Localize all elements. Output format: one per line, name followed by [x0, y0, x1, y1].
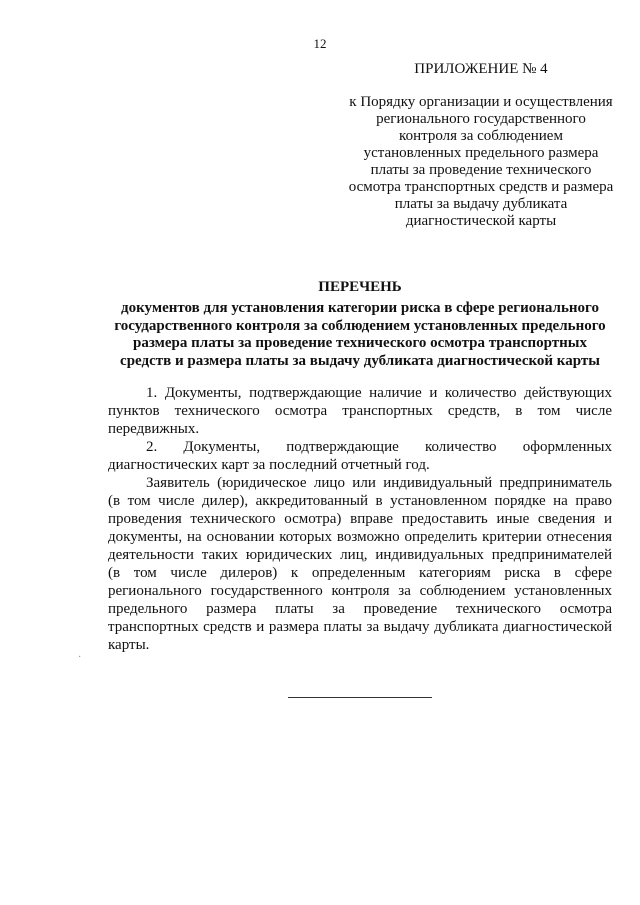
paragraph-line: предельного размера платы за проведение технического осмотра — [108, 601, 612, 617]
paragraph-line: (в том числе дилер), аккредитованный в установленном порядке на право — [108, 493, 612, 509]
appendix-subtitle-line: платы за проведение технического — [370, 162, 592, 178]
end-divider — [288, 697, 432, 698]
document-title-line: средств и размера платы за выдачу дубликата диагностической карты — [120, 352, 600, 369]
paragraph-line: карты. — [108, 637, 150, 653]
margin-mark: · — [78, 652, 82, 663]
document-title-line: размера платы за проведение технического осмотра транспортных — [133, 335, 587, 351]
document-title-line: государственного контроля за соблюдением установленных предельного — [114, 317, 606, 334]
appendix-subtitle-line: регионального государственного — [376, 111, 586, 127]
paragraph-line: регионального государственного контроля за соблюдением установленных — [108, 583, 612, 599]
appendix-subtitle-line: осмотра транспортных средств и размера — [348, 179, 614, 195]
paragraph-line: проведения технического осмотра) вправе предоставить иные сведения и — [108, 511, 612, 527]
document-body — [108, 384, 612, 654]
appendix-subtitle-line: установленных предельного размера — [363, 145, 599, 161]
document-title — [100, 300, 620, 370]
appendix-subtitle-line: к Порядку организации и осуществления — [349, 94, 613, 110]
appendix-subtitle — [332, 94, 630, 230]
list-item-2: 2. Документы, подтверждающие количество оформленных диагностических карт за последний отчетный год. — [108, 439, 612, 473]
appendix-title: ПРИЛОЖЕНИЕ № 4 — [414, 61, 548, 77]
appendix-subtitle-line: диагностической карты — [405, 213, 557, 229]
page-number: 12 — [313, 36, 327, 51]
paragraph-line: (в том числе дилеров) к определенным категориям риска в сфере — [108, 565, 612, 581]
appendix-subtitle-line: платы за выдачу дубликата — [394, 196, 568, 212]
appendix-subtitle-line: контроля за соблюдением — [399, 128, 563, 144]
paragraph-line: Заявитель (юридическое лицо или индивидуальный предприниматель — [146, 475, 612, 491]
list-item-1: 1. Документы, подтверждающие наличие и количество действующих пунктов технического осмотра транспортных средств, в том числе передвижных. — [108, 385, 612, 437]
paragraph-line: деятельности таких юридических лиц, индивидуальных предпринимателей — [108, 547, 612, 563]
document-heading: ПЕРЕЧЕНЬ — [318, 279, 402, 295]
paragraph-applicant — [108, 474, 612, 654]
document-title-line: документов для установления категории риска в сфере регионального — [121, 300, 599, 316]
paragraph-line: транспортных средств и размера платы за выдачу дубликата диагностической — [108, 619, 612, 635]
paragraph-line: документы, на основании которых возможно определить критерии отнесения — [108, 529, 612, 545]
